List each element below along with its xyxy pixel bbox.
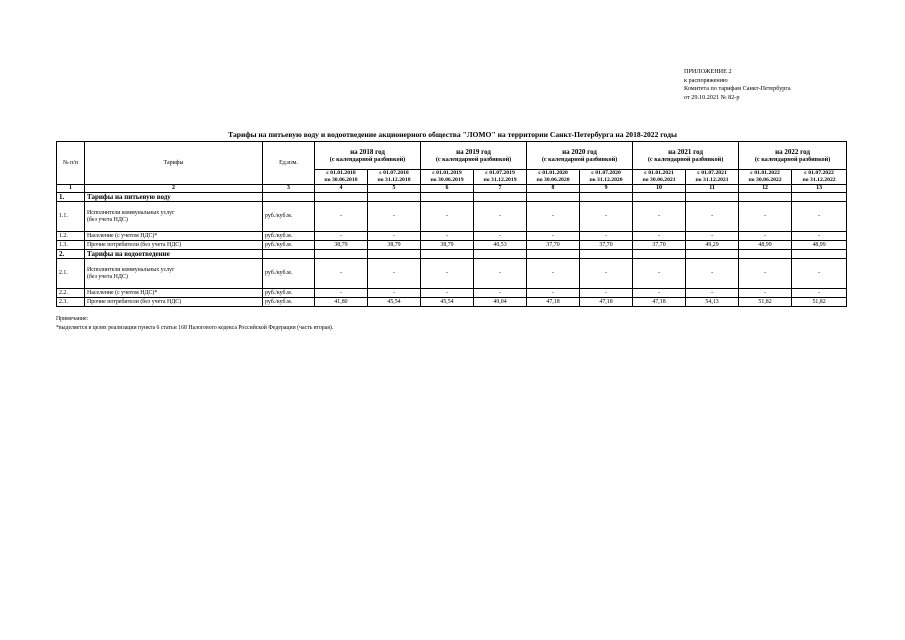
row-name xyxy=(85,259,263,289)
tariff-value: 51,82 xyxy=(739,298,792,307)
period-2022-h1 xyxy=(739,170,792,185)
tariff-value: 38,79 xyxy=(421,241,474,250)
tariff-value: - xyxy=(368,232,421,241)
period-from: с 01.07.2020 xyxy=(591,170,621,176)
period-to: по 30.06.2018 xyxy=(324,177,358,183)
section-num: 2. xyxy=(57,250,85,259)
empty-cell xyxy=(792,193,847,202)
period-from: с 01.07.2019 xyxy=(485,170,515,176)
year-sub: (с календарной разбивкой) xyxy=(329,156,406,163)
tariff-value: - xyxy=(686,289,739,298)
row-name-line: Прочие потребители (без учета НДС) xyxy=(87,298,182,305)
year-label: на 2022 год xyxy=(775,148,811,156)
row-unit: руб./куб.м. xyxy=(263,298,315,307)
section-title: Тарифы на питьевую воду xyxy=(85,193,263,202)
column-number-row xyxy=(57,185,847,193)
header-year-2020 xyxy=(527,142,633,170)
tariff-value: 40,53 xyxy=(474,241,527,250)
year-sub: (с календарной разбивкой) xyxy=(754,156,831,163)
row-num: 2.3. xyxy=(57,298,85,307)
period-from: с 01.01.2022 xyxy=(750,170,780,176)
empty-cell xyxy=(633,193,686,202)
row-unit: руб./куб.м. xyxy=(263,259,315,289)
column-number: 8 xyxy=(527,185,580,193)
row-num: 1.2. xyxy=(57,232,85,241)
period-to: по 30.06.2019 xyxy=(430,177,464,183)
tariff-value: 45,54 xyxy=(421,298,474,307)
row-name-line: Прочие потребители (без учета НДС) xyxy=(87,241,182,248)
note-block xyxy=(56,315,333,332)
tariff-value: - xyxy=(739,202,792,232)
tariff-value: 47,18 xyxy=(580,298,633,307)
empty-cell xyxy=(739,250,792,259)
header-num: № п/п xyxy=(57,142,85,185)
tariff-value: - xyxy=(474,289,527,298)
period-to: по 31.12.2019 xyxy=(483,177,517,183)
period-2022-h2 xyxy=(792,170,847,185)
tariff-value: - xyxy=(686,259,739,289)
row-name-line: Население (с учетом НДС)* xyxy=(87,232,158,239)
period-to: по 30.06.2022 xyxy=(748,177,782,183)
tariff-value: 48,99 xyxy=(739,241,792,250)
tariff-value: - xyxy=(421,202,474,232)
tariff-value: 37,70 xyxy=(580,241,633,250)
period-from: с 01.01.2018 xyxy=(326,170,356,176)
row-num: 2.2. xyxy=(57,289,85,298)
row-unit: руб./куб.м. xyxy=(263,289,315,298)
period-2019-h1 xyxy=(421,170,474,185)
row-name xyxy=(85,232,263,241)
header-unit: Ед.изм. xyxy=(263,142,315,185)
empty-cell xyxy=(368,250,421,259)
tariff-value: - xyxy=(421,259,474,289)
tariff-value: - xyxy=(368,289,421,298)
appendix-block xyxy=(684,68,791,102)
empty-cell xyxy=(739,193,792,202)
tariff-value: - xyxy=(792,259,847,289)
tariff-value: - xyxy=(421,232,474,241)
column-number: 10 xyxy=(633,185,686,193)
year-sub: (с календарной разбивкой) xyxy=(435,156,512,163)
empty-cell xyxy=(263,193,315,202)
period-2020-h1 xyxy=(527,170,580,185)
row-unit: руб./куб.м. xyxy=(263,202,315,232)
table-row xyxy=(57,259,847,289)
tariff-value: - xyxy=(315,202,368,232)
period-to: по 31.12.2020 xyxy=(589,177,623,183)
tariff-value: - xyxy=(580,259,633,289)
row-num: 1.1. xyxy=(57,202,85,232)
tariff-value: 41,80 xyxy=(315,298,368,307)
tariff-value: - xyxy=(421,289,474,298)
tariff-value: 38,79 xyxy=(315,241,368,250)
period-to: по 30.06.2020 xyxy=(536,177,570,183)
empty-cell xyxy=(474,250,527,259)
year-sub: (с календарной разбивкой) xyxy=(541,156,618,163)
tariff-value: 49,04 xyxy=(474,298,527,307)
empty-cell xyxy=(421,193,474,202)
row-name xyxy=(85,241,263,250)
empty-cell xyxy=(580,250,633,259)
header-year-2021 xyxy=(633,142,739,170)
document-title: Тарифы на питьевую воду и водоотведение акционерного общества "ЛОМО" на территории Санкт-Петербурга на 2018-2022 годы xyxy=(228,130,677,139)
tariff-value: 47,18 xyxy=(633,298,686,307)
tariff-value: - xyxy=(739,232,792,241)
tariff-value: 38,79 xyxy=(368,241,421,250)
period-from: с 01.01.2021 xyxy=(644,170,674,176)
empty-cell xyxy=(633,250,686,259)
column-number: 6 xyxy=(421,185,474,193)
empty-cell xyxy=(421,250,474,259)
row-unit: руб./куб.м. xyxy=(263,232,315,241)
row-num: 1.3. xyxy=(57,241,85,250)
period-to: по 31.12.2018 xyxy=(377,177,411,183)
tariff-value: 47,18 xyxy=(527,298,580,307)
section-title: Тарифы на водоотведение xyxy=(85,250,263,259)
empty-cell xyxy=(686,250,739,259)
column-number: 1 xyxy=(57,185,85,193)
tariff-value: 54,13 xyxy=(686,298,739,307)
appendix-line: от 29.10.2021 № 82-р xyxy=(684,93,740,101)
section-num: 1. xyxy=(57,193,85,202)
row-name-line: Население (с учетом НДС)* xyxy=(87,289,158,296)
tariff-value: 48,99 xyxy=(792,241,847,250)
year-label: на 2019 год xyxy=(456,148,491,156)
tariff-value: - xyxy=(633,202,686,232)
tariff-value: - xyxy=(633,289,686,298)
empty-cell xyxy=(527,250,580,259)
empty-cell xyxy=(686,193,739,202)
tariff-value: - xyxy=(527,289,580,298)
tariff-value: - xyxy=(474,232,527,241)
tariff-value: - xyxy=(368,202,421,232)
table-row xyxy=(57,202,847,232)
period-2018-h1 xyxy=(315,170,368,185)
row-name xyxy=(85,202,263,232)
period-2021-h1 xyxy=(633,170,686,185)
empty-cell xyxy=(474,193,527,202)
empty-cell xyxy=(792,250,847,259)
empty-cell xyxy=(368,193,421,202)
note-text: *выделяется в целях реализации пункта 6 статьи 168 Налогового кодекса Российской Федерации (часть вторая). xyxy=(56,324,334,331)
tariff-value: 45,54 xyxy=(368,298,421,307)
tariff-value: - xyxy=(633,259,686,289)
column-number: 2 xyxy=(85,185,263,193)
tariffs-table xyxy=(56,141,847,307)
tariff-value: - xyxy=(580,232,633,241)
period-to: по 31.12.2022 xyxy=(802,177,836,183)
row-num: 2.1. xyxy=(57,259,85,289)
year-label: на 2018 год xyxy=(350,148,385,156)
tariff-value: - xyxy=(315,289,368,298)
tariff-value: - xyxy=(792,202,847,232)
empty-cell xyxy=(263,250,315,259)
section-row xyxy=(57,193,847,202)
header-tariffs: Тарифы xyxy=(85,142,263,185)
period-from: с 01.01.2019 xyxy=(432,170,462,176)
empty-cell xyxy=(527,193,580,202)
row-name-line: (без учета НДС) xyxy=(87,273,128,280)
empty-cell xyxy=(315,250,368,259)
period-from: с 01.07.2018 xyxy=(379,170,409,176)
period-2018-h2 xyxy=(368,170,421,185)
row-name-line: (без учета НДС) xyxy=(87,216,128,223)
period-from: с 01.07.2022 xyxy=(804,170,834,176)
period-2020-h2 xyxy=(580,170,633,185)
tariff-value: - xyxy=(792,232,847,241)
table-row xyxy=(57,241,847,250)
appendix-line: Комитета по тарифам Санкт-Петербурга xyxy=(684,85,791,93)
row-name xyxy=(85,298,263,307)
column-number: 4 xyxy=(315,185,368,193)
period-2021-h2 xyxy=(686,170,739,185)
year-sub: (с календарной разбивкой) xyxy=(647,156,724,163)
year-label: на 2020 год xyxy=(562,148,597,156)
tariff-value: - xyxy=(315,259,368,289)
appendix-line: к распоряжению xyxy=(684,76,728,84)
tariff-value: - xyxy=(686,202,739,232)
column-number: 7 xyxy=(474,185,527,193)
column-number: 3 xyxy=(263,185,315,193)
period-to: по 31.12.2021 xyxy=(695,177,729,183)
tariff-value: 49,29 xyxy=(686,241,739,250)
column-number: 11 xyxy=(686,185,739,193)
row-name xyxy=(85,289,263,298)
tariff-value: - xyxy=(368,259,421,289)
tariff-value: - xyxy=(633,232,686,241)
column-number: 5 xyxy=(368,185,421,193)
period-from: с 01.01.2020 xyxy=(538,170,568,176)
tariff-value: - xyxy=(527,202,580,232)
tariff-value: - xyxy=(527,232,580,241)
tariff-value: - xyxy=(580,202,633,232)
tariff-value: - xyxy=(739,289,792,298)
table-row xyxy=(57,298,847,307)
row-name-line: Исполнители коммунальных услуг xyxy=(87,209,175,216)
tariff-value: - xyxy=(580,289,633,298)
period-to: по 30.06.2021 xyxy=(642,177,676,183)
tariff-value: 51,82 xyxy=(792,298,847,307)
empty-cell xyxy=(315,193,368,202)
year-label: на 2021 год xyxy=(668,148,703,156)
tariff-value: 37,70 xyxy=(633,241,686,250)
header-year-2019 xyxy=(421,142,527,170)
tariff-value: - xyxy=(792,289,847,298)
header-year-2018 xyxy=(315,142,421,170)
tariff-value: 37,70 xyxy=(527,241,580,250)
tariff-value: - xyxy=(686,232,739,241)
column-number: 12 xyxy=(739,185,792,193)
period-2019-h2 xyxy=(474,170,527,185)
tariff-value: - xyxy=(527,259,580,289)
period-from: с 01.07.2021 xyxy=(697,170,727,176)
tariff-value: - xyxy=(739,259,792,289)
tariff-value: - xyxy=(474,259,527,289)
appendix-line: ПРИЛОЖЕНИЕ 2 xyxy=(684,68,732,75)
table-row xyxy=(57,289,847,298)
header-row xyxy=(57,142,847,170)
section-row xyxy=(57,250,847,259)
table-row xyxy=(57,232,847,241)
tariff-value: - xyxy=(474,202,527,232)
empty-cell xyxy=(580,193,633,202)
column-number: 9 xyxy=(580,185,633,193)
row-name-line: Исполнители коммунальных услуг xyxy=(87,266,175,273)
header-year-2022 xyxy=(739,142,847,170)
row-unit: руб./куб.м. xyxy=(263,241,315,250)
tariff-value: - xyxy=(315,232,368,241)
column-number: 13 xyxy=(792,185,847,193)
note-label: Примечание: xyxy=(56,316,89,322)
